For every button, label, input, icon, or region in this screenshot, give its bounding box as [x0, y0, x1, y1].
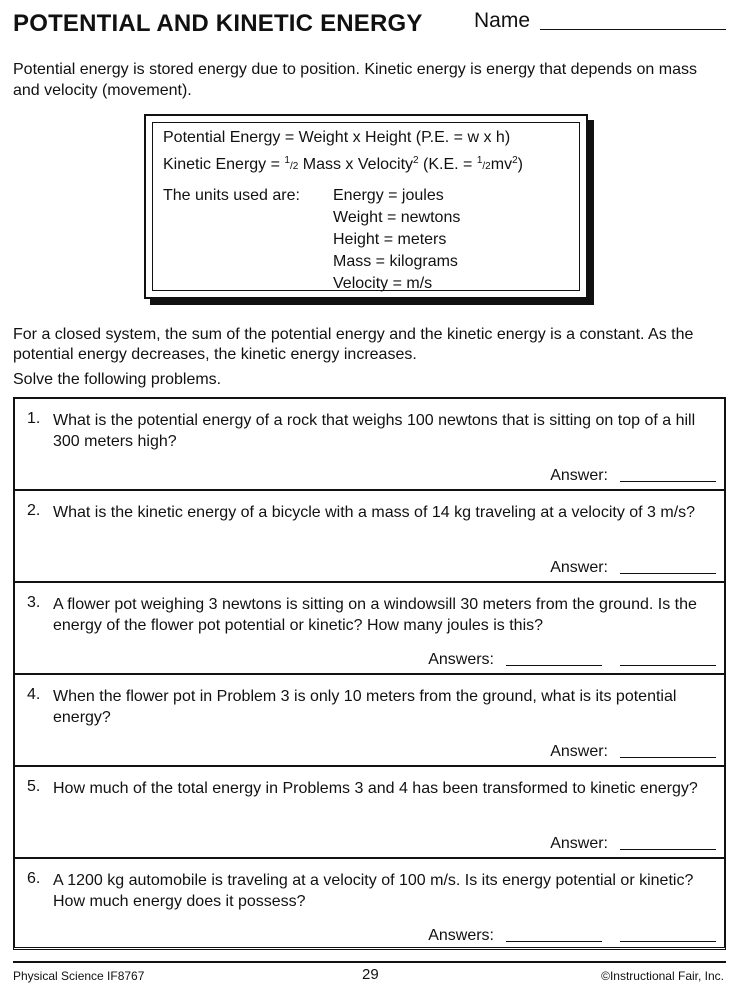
answer-blank-1[interactable]	[506, 941, 602, 942]
problem-text: How much of the total energy in Problems 3 and 4 has been transformed to kinetic energy?	[53, 780, 698, 797]
problem-6	[15, 859, 724, 951]
problem-5	[15, 767, 724, 859]
footer-copyright: ©Instructional Fair, Inc.	[601, 969, 724, 983]
answer-area	[550, 559, 716, 577]
problem-text: When the flower pot in Problem 3 is only 10 meters from the ground, what is its potential energy?	[53, 688, 677, 726]
answer-area	[550, 835, 716, 853]
ke-half-denominator: /2	[289, 161, 299, 172]
unit-height: Height = meters	[333, 231, 447, 248]
ke-paren-open: (K.E. =	[418, 156, 477, 173]
ke-paren-close: )	[517, 156, 523, 173]
answer-blank[interactable]	[620, 849, 716, 850]
answer-blank-2[interactable]	[620, 941, 716, 942]
problem-number: 4.	[27, 686, 41, 703]
name-label: Name	[474, 9, 531, 32]
answer-blank-2[interactable]	[620, 665, 716, 666]
answer-blank[interactable]	[620, 573, 716, 574]
answer-label: Answer:	[550, 467, 608, 484]
answer-blank-1[interactable]	[506, 665, 602, 666]
problem-text: A flower pot weighing 3 newtons is sitting on a windowsill 30 meters from the ground. Is the energy of the flower pot potential or kinetic? How many joules is this?	[53, 596, 697, 634]
answer-label: Answer:	[550, 835, 608, 852]
unit-velocity: Velocity = m/s	[333, 275, 433, 292]
footer-divider	[13, 961, 726, 963]
solve-instruction: Solve the following problems.	[13, 371, 222, 388]
intro-paragraph: Potential energy is stored energy due to position. Kinetic energy is energy that depends on mass and velocity (movement).	[13, 61, 697, 99]
ke-prefix: Kinetic Energy =	[163, 156, 285, 173]
problem-number: 2.	[27, 502, 41, 519]
unit-energy: Energy = joules	[333, 187, 444, 204]
unit-weight: Weight = newtons	[333, 209, 461, 226]
closed-system-paragraph: For a closed system, the sum of the potential energy and the kinetic energy is a constant. As the potential energy decreases, the kinetic energy increases.	[13, 326, 694, 363]
formula-box-inner	[152, 122, 580, 291]
answer-label: Answer:	[550, 743, 608, 760]
unit-mass: Mass = kilograms	[333, 253, 458, 270]
problem-text: What is the potential energy of a rock that weighs 100 newtons that is sitting on top of a hill 300 meters high?	[53, 412, 696, 450]
answer-blank[interactable]	[620, 481, 716, 482]
ke-middle: Mass x Velocity	[298, 156, 414, 173]
ke-mv-squared: 2	[512, 155, 518, 166]
footer-course: Physical Science IF8767	[13, 969, 145, 983]
formula-box	[144, 114, 588, 299]
answer-label: Answer:	[550, 559, 608, 576]
problem-3	[15, 583, 724, 675]
ke-half-denominator-b: /2	[482, 161, 491, 172]
answer-area	[428, 927, 716, 945]
problems-table	[13, 397, 726, 950]
answer-area	[428, 651, 716, 669]
answer-blank[interactable]	[620, 757, 716, 758]
ke-formula	[163, 155, 523, 174]
ke-mv: mv	[490, 156, 513, 173]
answer-label: Answers:	[428, 651, 494, 668]
answer-area	[550, 743, 716, 761]
ke-velocity-squared: 2	[413, 155, 419, 166]
problem-number: 6.	[27, 870, 41, 887]
pe-formula: Potential Energy = Weight x Height (P.E. = w x h)	[163, 129, 511, 146]
problem-2	[15, 491, 724, 583]
worksheet-title: POTENTIAL AND KINETIC ENERGY	[13, 10, 423, 37]
units-label: The units used are:	[163, 187, 300, 204]
problem-number: 1.	[27, 410, 41, 427]
problem-4	[15, 675, 724, 767]
answer-label: Answers:	[428, 927, 494, 944]
page-number: 29	[362, 966, 379, 983]
ke-half-numerator-b: 1	[476, 155, 483, 166]
ke-half-numerator: 1	[284, 155, 290, 166]
problem-number: 5.	[27, 778, 41, 795]
units-list	[333, 185, 460, 295]
problem-number: 3.	[27, 594, 41, 611]
problem-text: A 1200 kg automobile is traveling at a velocity of 100 m/s. Is its energy potential or kinetic? How much energy does it possess?	[53, 872, 694, 910]
name-field[interactable]	[540, 29, 726, 30]
problem-1	[15, 399, 724, 491]
answer-area	[550, 467, 716, 485]
problem-text: What is the kinetic energy of a bicycle with a mass of 14 kg traveling at a velocity of 3 m/s?	[53, 504, 696, 521]
